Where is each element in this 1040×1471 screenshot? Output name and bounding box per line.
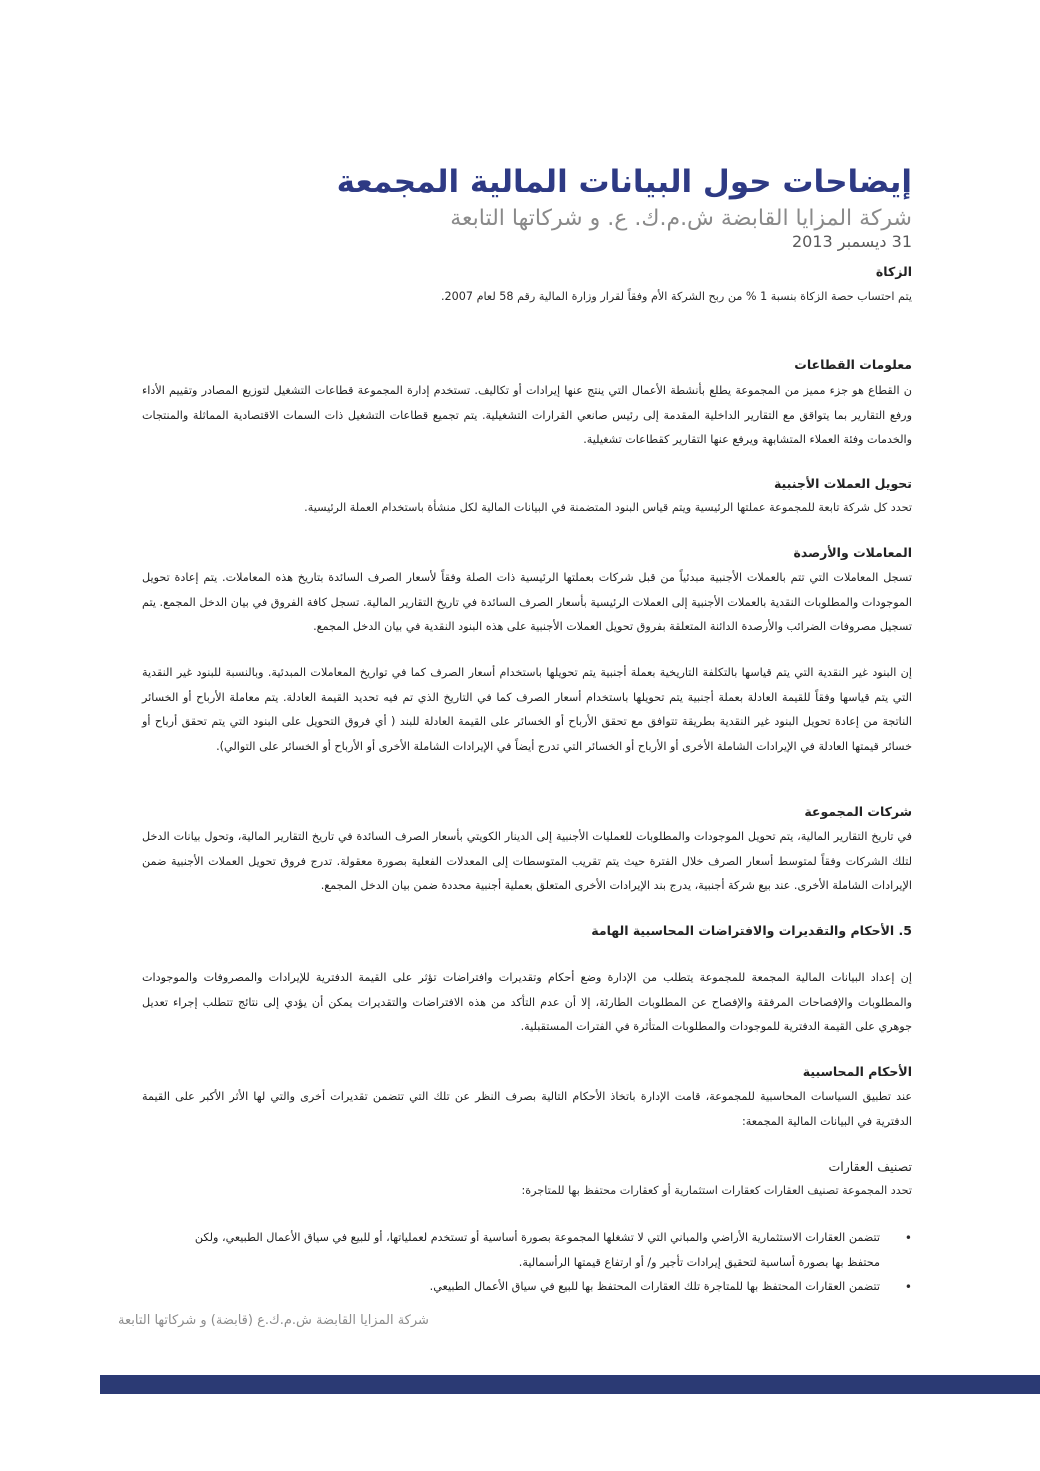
paragraph-foreign-currency: تحدد كل شركة تابعة للمجموعة عملتها الرئيسية ويتم قياس البنود المتضمنة في البيانات المالية لكل منشأة باستخدام العملة الرئيسية. bbox=[304, 501, 912, 514]
paragraph-judgements: إن إعداد البيانات المالية المجمعة للمجموعة يتطلب من الإدارة وضع أحكام وتقديرات وافتراضات تؤثر على القيمة الدفترية للإيرادات والمصروفات والموجودات والمطلوبات والإفصاحات المرفقة والإفصاح عن المطلوبات الطارئة، إلا أن عدم التأكد من هذه الافتراضات والتقديرات يمكن أن يؤدي إلى نتائج تتطلب إجراء تعديل جوهري على القيمة الدفترية للموجودات والمطلوبات المتأثرة في الفترات المستقبلية. bbox=[142, 971, 912, 1033]
heading-group-companies: شركات المجموعة bbox=[804, 804, 912, 819]
paragraph-transactions-2: إن البنود غير النقدية التي يتم قياسها بالتكلفة التاريخية بعملة أجنبية يتم تحويلها باستخدام أسعار الصرف كما في تواريخ المعاملات المبدئية. وبالنسبة للبنود غير النقدية التي يتم قياسها وفقاً للقيمة العادلة بعملة أجنبية يتم تحويلها باستخدام أسعار الصرف كما في التاريخ الذي تم فيه تحديد القيمة العادلة. يتم معاملة الأرباح أو الخسائر الناتجة من إعادة تحويل البنود غير النقدية بطريقة تتوافق مع تحقق الأرباح أو الخسائر على القيمة العادلة للبند ( أي فروق التحويل على البنود التي يتم تحقق أرباح أو خسائر قيمتها العادلة في الإيرادات الشاملة الأخرى أو الأرباح أو الخسائر التي تدرج أيضاً في الإيرادات الشاملة الأخرى أو الأرباح أو الخسائر على التوالي). bbox=[142, 666, 912, 753]
page-title: إيضاحات حول البيانات المالية المجمعة bbox=[336, 164, 912, 200]
footer-bar bbox=[100, 1375, 1040, 1394]
heading-property-classification: تصنيف العقارات bbox=[828, 1159, 912, 1174]
paragraph-transactions-1: تسجل المعاملات التي تتم بالعملات الأجنبية مبدئياً من قبل شركات بعملتها الرئيسية ذات الصلة وفقاً لأسعار الصرف السائدة بتاريخ هذه المعاملات. يتم إعادة تحويل الموجودات والمطلوبات النقدية بالعملات الأجنبية إلى العملات الرئيسية بأسعار الصرف السائدة في تاريخ التقارير المالية. تسجل كافة الفروق في بيان الدخل المجمع. يتم تسجيل مصروفات الضرائب والأرصدة الدائنة المتعلقة بفروق تحويل العملات الأجنبية على هذه البنود النقدية في بيان الدخل المجمع. bbox=[142, 571, 912, 633]
heading-judgements: 5. الأحكام والتقديرات والافتراضات المحاسبية الهامة bbox=[591, 923, 912, 938]
bullet-icon: • bbox=[904, 1231, 912, 1245]
paragraph-zakat: يتم احتساب حصة الزكاة بنسبة 1 % من ربح الشركة الأم وفقاً لقرار وزارة المالية رقم 58 لعام 2007. bbox=[440, 290, 912, 303]
heading-accounting-judgements: الأحكام المحاسبية bbox=[802, 1064, 912, 1079]
report-date: 31 ديسمبر 2013 bbox=[791, 232, 912, 251]
paragraph-property-classification: تحدد المجموعة تصنيف العقارات كعقارات استثمارية أو كعقارات محتفظ بها للمتاجرة: bbox=[521, 1184, 912, 1197]
paragraph-accounting-judgements: عند تطبيق السياسات المحاسبية للمجموعة، قامت الإدارة باتخاذ الأحكام التالية بصرف النظر عن تلك التي تتضمن تقديرات أخرى والتي لها الأثر الأكبر على القيمة الدفترية في البيانات المالية المجمعة: bbox=[142, 1090, 912, 1128]
heading-foreign-currency: تحويل العملات الأجنبية bbox=[773, 476, 912, 491]
heading-segments: معلومات القطاعات bbox=[794, 357, 912, 372]
list-item: تتضمن العقارات المحتفظ بها للمتاجرة تلك العقارات المحتفظ بها للبيع في سياق الأعمال الطبيعي. bbox=[429, 1280, 880, 1293]
list-item: تتضمن العقارات الاستثمارية الأراضي والمباني التي لا تشغلها المجموعة بصورة أساسية أو تستخدم لعملياتها، أو للبيع في سياق الأعمال الطبيعي، ولكن محتفظ بها بصورة أساسية لتحقيق إيرادات تأجير و/ أو ارتفاع قيمتها الرأسمالية. bbox=[194, 1231, 880, 1269]
heading-transactions: المعاملات والأرصدة bbox=[793, 545, 912, 560]
paragraph-segments: ن القطاع هو جزء مميز من المجموعة يطلع بأنشطة الأعمال التي ينتج عنها إيرادات أو تكاليف. تستخدم إدارة المجموعة قطاعات التشغيل لتوزيع المصادر وتقييم الأداء ورفع التقارير بما يتواقق مع التقارير الداخلية المقدمة إلى رئيس صانعي القرارات التشغيلية. يتم تجميع قطاعات التشغيل ذات السمات الاقتصادية المماثلة والمنتجات والخدمات وفئة العملاء المتشابهة ويرفع عنها التقارير كقطاعات تشغيلية. bbox=[142, 384, 912, 446]
company-subtitle: شركة المزايا القابضة ش.م.ك. ع. و شركاتها التابعة bbox=[450, 206, 912, 231]
footer-company-name: شركة المزايا القابضة ش.م.ك.ع (قابضة) و شركاتها التابعة bbox=[118, 1313, 429, 1328]
heading-zakat: الزكاة bbox=[875, 264, 912, 279]
paragraph-group-companies: في تاريخ التقارير المالية، يتم تحويل الموجودات والمطلوبات للعمليات الأجنبية إلى الدينار الكويتي بأسعار الصرف السائدة في تاريخ التقارير المالية، وتحول بيانات الدخل لتلك الشركات وفقاً لمتوسط أسعار الصرف خلال الفترة حيث يتم تقريب المتوسطات إلى المعدلات الفعلية بصورة معقولة. تدرج فروق تحويل العملات الأجنبية ضمن الإيرادات الشاملة الأخرى. عند بيع شركة أجنبية، يدرج بند الإيرادات الأخرى المتعلق بعملية أجنبية محددة ضمن بيان الدخل المجمع. bbox=[142, 830, 912, 892]
bullet-icon: • bbox=[904, 1280, 912, 1294]
